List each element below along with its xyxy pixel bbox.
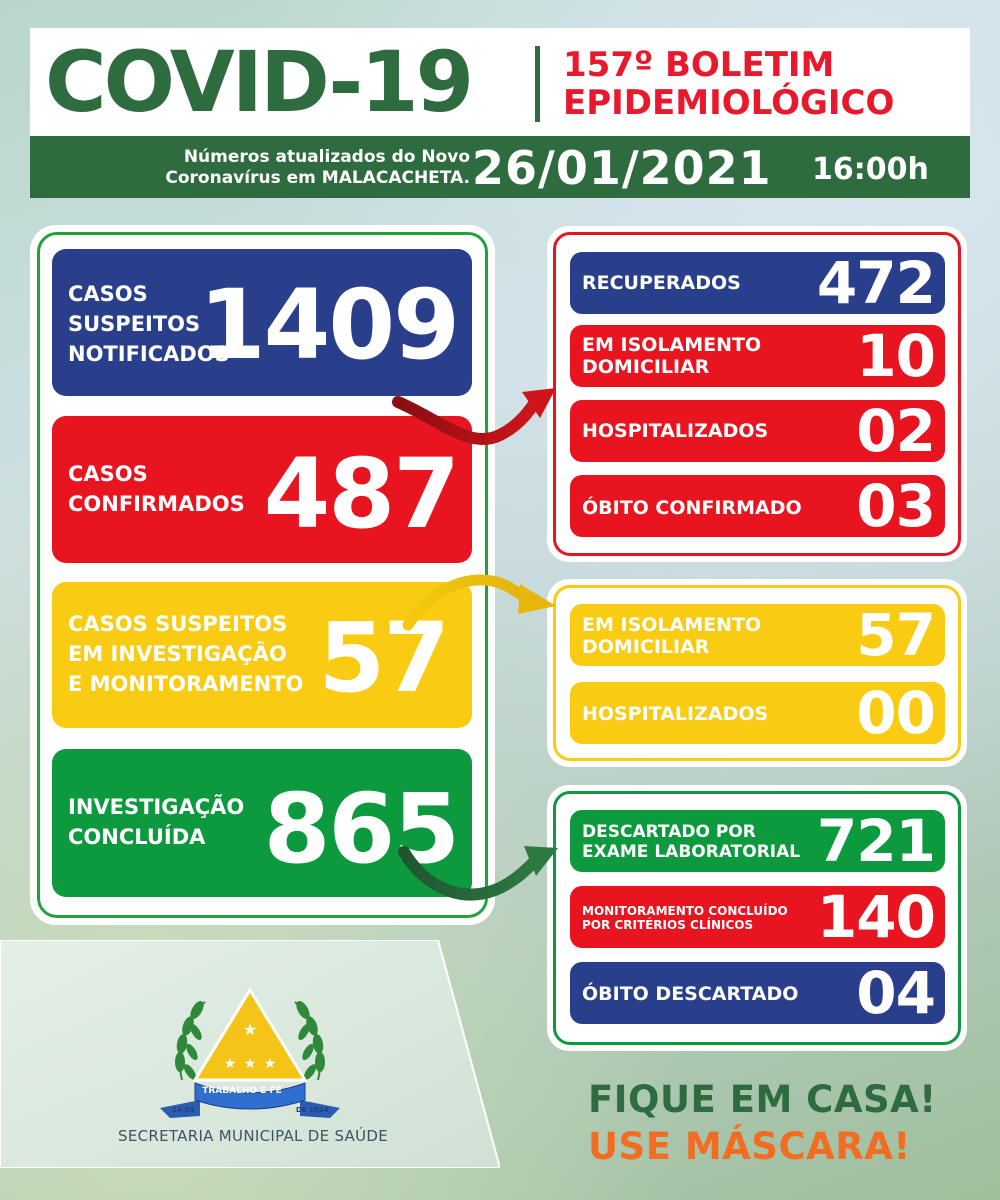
home-isolation-suspected-label: EM ISOLAMENTO DOMICILIAR bbox=[582, 614, 762, 658]
discarded-deaths-card bbox=[570, 959, 945, 1027]
svg-text:★: ★ bbox=[242, 1020, 258, 1039]
emblem-motto: TRABALHO E FÉ bbox=[202, 1086, 282, 1096]
report-date: 26/01/2021 bbox=[472, 141, 772, 195]
concluded-investigation-card bbox=[52, 749, 472, 897]
report-time: 16:00h bbox=[812, 152, 929, 187]
emblem-date-right: DE 1924 bbox=[296, 1106, 329, 1114]
confirmed-deaths-value: 03 bbox=[856, 472, 935, 540]
recovered-card bbox=[570, 249, 945, 317]
clinical-monitoring-label: MONITORAMENTO CONCLUÍDO POR CRITÉRIOS CLÍNICOS bbox=[582, 904, 788, 932]
discarded-deaths-value: 04 bbox=[856, 959, 935, 1027]
confirmed-deaths-card bbox=[570, 472, 945, 540]
recovered-value: 472 bbox=[816, 249, 935, 317]
page-title: COVID-19 bbox=[45, 33, 472, 131]
investigation-cases-value: 57 bbox=[318, 602, 448, 714]
subtitle-line-2: Coronavírus em MALACACHETA. bbox=[165, 168, 470, 188]
hospitalized-confirmed-card bbox=[570, 397, 945, 465]
confirmed-cases-value: 487 bbox=[263, 438, 458, 550]
svg-text:★: ★ bbox=[223, 1056, 237, 1072]
home-isolation-confirmed-label: EM ISOLAMENTO DOMICILIAR bbox=[582, 334, 762, 378]
home-isolation-confirmed-value: 10 bbox=[856, 322, 935, 390]
concluded-investigation-label: INVESTIGAÇÃO CONCLUÍDA bbox=[68, 795, 245, 849]
suspected-cases-label: CASOS SUSPEITOS NOTIFICADOS bbox=[68, 282, 230, 366]
home-isolation-suspected-card bbox=[570, 601, 945, 669]
suspected-cases-card bbox=[52, 249, 472, 396]
title-divider bbox=[535, 46, 540, 122]
hospitalized-suspected-value: 00 bbox=[856, 679, 935, 747]
bulletin-number: 157º BOLETIM bbox=[563, 45, 835, 85]
slogan-stay-home: FIQUE EM CASA! bbox=[588, 1078, 937, 1121]
slogan-wear-mask: USE MÁSCARA! bbox=[588, 1125, 911, 1168]
hospitalized-confirmed-label: HOSPITALIZADOS bbox=[582, 420, 769, 442]
discarded-deaths-label: ÓBITO DESCARTADO bbox=[582, 983, 799, 1005]
recovered-label: RECUPERADOS bbox=[582, 272, 741, 294]
hospitalized-confirmed-value: 02 bbox=[856, 397, 935, 465]
svg-text:★: ★ bbox=[243, 1056, 257, 1072]
lab-discarded-label: DESCARTADO POR EXAME LABORATORIAL bbox=[582, 822, 801, 862]
emblem-date-left: 14-09 bbox=[172, 1106, 195, 1114]
clinical-monitoring-value: 140 bbox=[816, 883, 935, 951]
hospitalized-suspected-card bbox=[570, 679, 945, 747]
svg-text:★: ★ bbox=[263, 1056, 277, 1072]
lab-discarded-value: 721 bbox=[816, 807, 935, 875]
clinical-monitoring-card bbox=[570, 883, 945, 951]
concluded-investigation-value: 865 bbox=[263, 773, 458, 885]
investigation-cases-label: CASOS SUSPEITOS EM INVESTIGAÇÃO E MONITORAMENTO bbox=[68, 612, 304, 696]
suspected-cases-value: 1409 bbox=[198, 269, 458, 381]
bulletin-type: EPIDEMIOLÓGICO bbox=[563, 83, 895, 123]
home-isolation-confirmed-card bbox=[570, 322, 945, 390]
department-name: SECRETARIA MUNICIPAL DE SAÚDE bbox=[118, 1127, 389, 1145]
investigation-cases-card bbox=[52, 582, 472, 728]
lab-discarded-card bbox=[570, 807, 945, 875]
confirmed-cases-card bbox=[52, 416, 472, 563]
home-isolation-suspected-value: 57 bbox=[856, 601, 935, 669]
hospitalized-suspected-label: HOSPITALIZADOS bbox=[582, 703, 769, 725]
confirmed-cases-label: CASOS CONFIRMADOS bbox=[68, 462, 245, 516]
confirmed-deaths-label: ÓBITO CONFIRMADO bbox=[582, 497, 802, 519]
subtitle-line-1: Números atualizados do Novo bbox=[183, 147, 470, 167]
